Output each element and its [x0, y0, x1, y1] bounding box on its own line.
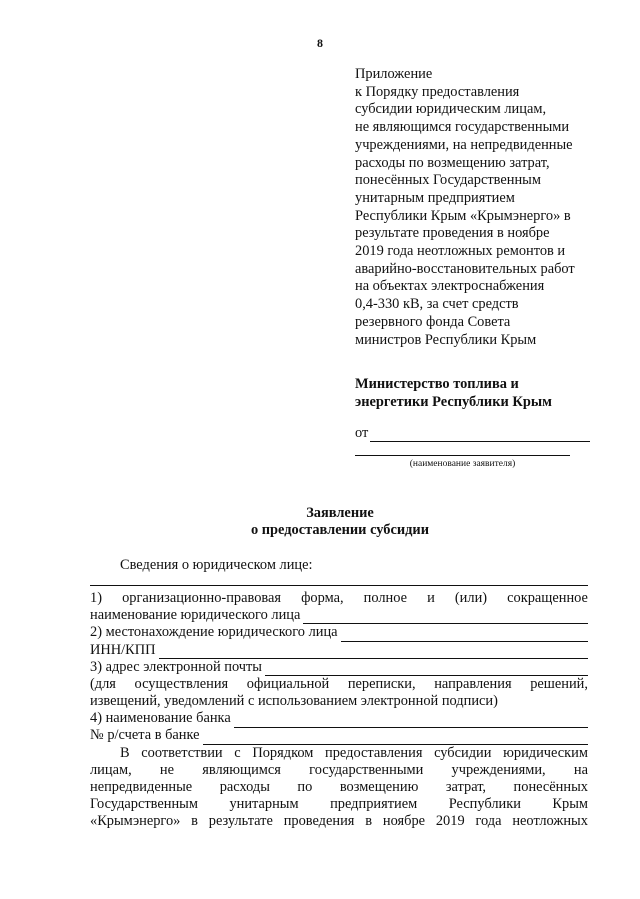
email-label: 3) адрес электронной почты — [90, 658, 262, 675]
org-name-field — [90, 607, 588, 624]
paragraph-word: непредвиденные — [90, 779, 193, 796]
from-label: от — [355, 425, 369, 441]
paragraph-word: государственными — [309, 761, 424, 778]
addressee-line: энергетики Республики Крым — [355, 393, 552, 410]
paragraph-word: на — [573, 761, 588, 778]
from-field — [355, 425, 590, 442]
appendix-line: расходы по возмещению затрат, — [355, 154, 550, 171]
appendix-line: министров Республики Крым — [355, 331, 537, 348]
appendix-line: резервного фонда Совета — [355, 313, 511, 330]
org-name-fill — [303, 611, 588, 624]
paragraph-word: Государственным — [90, 796, 198, 813]
account-fill — [203, 732, 588, 745]
paragraph-word: Порядком — [252, 744, 314, 761]
paragraph-word: учреждениями, — [451, 761, 546, 778]
paragraph-word: Крым — [552, 796, 588, 813]
paragraph-word: неотложных — [512, 813, 588, 830]
paragraph-word: В — [120, 744, 130, 761]
paragraph-word: юридическим — [503, 744, 588, 761]
email-note-word: официальной — [246, 675, 330, 692]
account-field — [90, 728, 588, 745]
bank-label: 4) наименование банка — [90, 710, 231, 727]
paragraph-word: субсидии — [434, 744, 492, 761]
page-number: 8 — [317, 36, 323, 50]
applicant-caption: (наименование заявителя) — [409, 459, 516, 469]
paragraph-word: затрат, — [445, 779, 487, 796]
paragraph-word: предоставления — [325, 744, 423, 761]
paragraph-line — [90, 779, 588, 796]
appendix-line: Приложение — [355, 66, 433, 82]
org-form-word: сокращенное — [507, 589, 588, 606]
org-name-label: наименование юридического лица — [90, 607, 301, 624]
info-title: Сведения о юридическом лице: — [120, 557, 313, 573]
email-note-word: (для — [90, 675, 116, 692]
email-note-word: решений, — [530, 675, 588, 692]
appendix-line: не являющимся государственными — [355, 119, 570, 136]
form-body — [90, 590, 588, 831]
appendix-line: результате проведения в ноябре — [355, 225, 550, 242]
appendix-line: на объектах электроснабжения — [355, 278, 545, 295]
paragraph-word: унитарным — [229, 796, 299, 813]
paragraph-word: не — [159, 761, 175, 778]
email-note-end: извещений, уведомлений с использованием электронной подписи) — [90, 693, 498, 710]
inn-label: ИНН/КПП — [90, 641, 156, 658]
paragraph-word: понесённых — [513, 779, 588, 796]
paragraph-word: лицам, — [90, 761, 132, 778]
appendix-line: Республики Крым «Крымэнерго» в — [355, 207, 571, 224]
addressee-line: Министерство топлива и — [355, 376, 519, 392]
paragraph-word: в — [365, 813, 373, 830]
paragraph-line — [90, 745, 588, 762]
org-form-word: и — [427, 589, 435, 606]
paragraph-line — [90, 796, 588, 813]
paragraph-word: Республики — [448, 796, 521, 813]
heading-line: о предоставлении субсидии — [250, 522, 430, 538]
application-paragraph — [90, 745, 588, 831]
email-note-word: осуществления — [134, 675, 229, 692]
email-note-word: направления — [434, 675, 512, 692]
paragraph-word: расходы — [219, 779, 270, 796]
appendix-line: аварийно-восстановительных работ — [355, 260, 575, 277]
appendix-line: 0,4-330 кВ, за счет средств — [355, 296, 519, 313]
org-form-word: (или) — [454, 589, 488, 606]
paragraph-word: ноябре — [382, 813, 426, 830]
paragraph-line — [90, 762, 588, 779]
info-fill-line — [90, 585, 588, 586]
applicant-fill-line — [355, 455, 570, 456]
paragraph-word: 2019 — [435, 813, 465, 830]
email-field — [90, 659, 588, 676]
bank-field — [90, 710, 588, 727]
inn-fill — [159, 646, 588, 659]
paragraph-word: результате — [208, 813, 273, 830]
appendix-block — [355, 66, 605, 349]
inn-field — [90, 642, 588, 659]
location-field — [90, 624, 588, 641]
email-fill — [265, 663, 588, 676]
appendix-line: к Порядку предоставления — [355, 83, 520, 100]
paragraph-word: соответствии — [141, 744, 223, 761]
bank-fill — [234, 715, 588, 728]
from-fill-line — [370, 428, 590, 442]
appendix-line: унитарным предприятием — [355, 189, 515, 206]
location-label: 2) местонахождение юридического лица — [90, 624, 338, 641]
paragraph-word: возмещению — [339, 779, 419, 796]
paragraph-word: в — [191, 813, 198, 830]
org-form-word: полное — [363, 589, 408, 606]
paragraph-word: года — [475, 813, 502, 830]
org-form-word: 1) — [90, 589, 102, 606]
org-form-word: организационно-правовая — [122, 589, 282, 606]
email-note-word: переписки, — [347, 675, 416, 692]
paragraph-word: «Крымэнерго» — [90, 813, 181, 830]
addressee-block — [355, 376, 605, 411]
paragraph-word: являющимся — [202, 761, 281, 778]
document-heading — [0, 505, 640, 539]
appendix-line: 2019 года неотложных ремонтов и — [355, 243, 566, 260]
location-fill — [341, 629, 588, 642]
appendix-line: учреждениями, на непредвиденные — [355, 136, 573, 153]
paragraph-word: с — [234, 744, 241, 761]
paragraph-word: проведения — [283, 813, 355, 830]
paragraph-word: предприятием — [330, 796, 418, 813]
paragraph-line — [90, 813, 588, 830]
account-label: № р/счета в банке — [90, 727, 200, 744]
org-form-line — [90, 590, 588, 607]
org-form-word: форма, — [301, 589, 344, 606]
email-note-line — [90, 676, 588, 693]
paragraph-word: по — [297, 779, 313, 796]
appendix-line: понесённых Государственным — [355, 172, 541, 189]
heading-line: Заявление — [306, 505, 374, 521]
appendix-line: субсидии юридическим лицам, — [355, 101, 547, 118]
